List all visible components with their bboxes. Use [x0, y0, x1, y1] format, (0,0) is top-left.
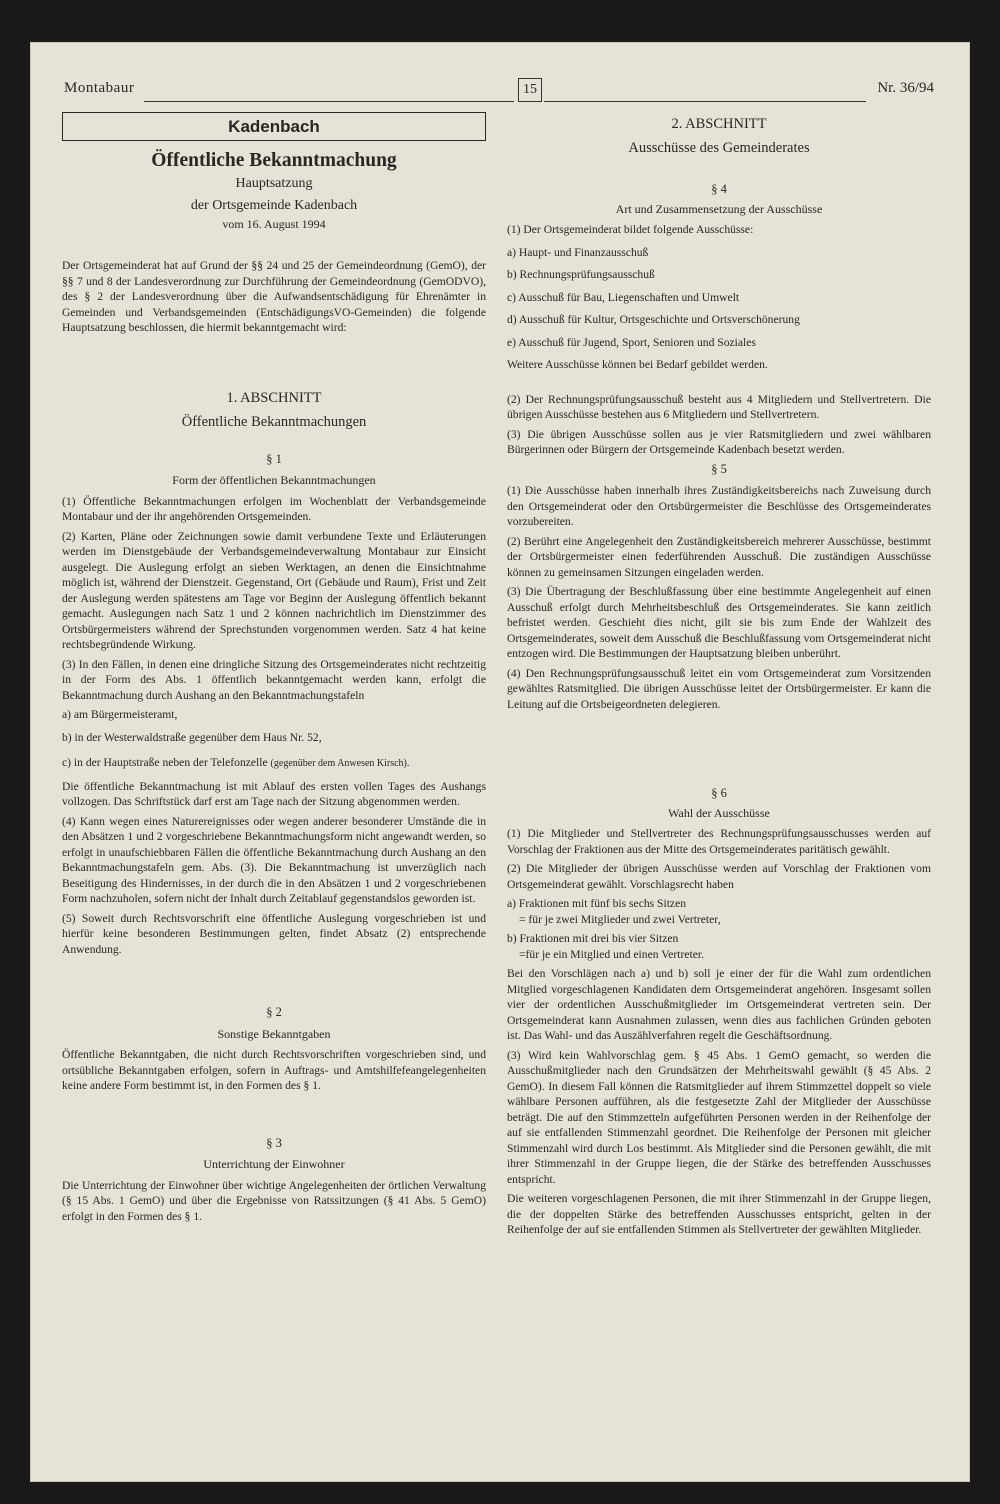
clause: Die öffentliche Bekanntmachung ist mit Ablauf des ersten vollen Tages des Aushangs vollzogen. Das Schriftstück darf erst am Tage nach der Sitzung abgenommen werden.: [62, 779, 486, 808]
paragraph-title: Art und Zusammensetzung der Ausschüsse: [615, 201, 823, 216]
list-item: a) am Bürgermeisteramt,: [62, 708, 178, 721]
committee-item: c) Ausschuß für Bau, Liegenschaften und Umwelt: [507, 290, 740, 304]
clause: (2) Karten, Pläne oder Zeichnungen sowie damit verbundene Texte und Erläuterungen werden im Dienstgebäude der Verbandsgemeindeverwaltung Montabaur zur Einsicht ausgelegt. Die Auslegung erfolgt an sieben Werktagen, an denen die Einsichtnahme möglich ist, während der Dienstzeit. Gegenstand, Ort (Gebäude und Raum), Frist und Zeit der Auslegung werden spätestens am Tage vor Beginn der Auslegung öffentlich bekannt gemacht. Auslegungen nach Satz 1 und 2 können nachrichtlich im Dienstzimmer des Ortsbürgermeisters während der Sprechstunden vorgenommen werden. Satz 4 hat keine rechtsbegründende Wirkung.: [62, 529, 486, 651]
header-rule-right: [544, 101, 866, 102]
committee-item: e) Ausschuß für Jugend, Sport, Senioren und Soziales: [507, 335, 756, 349]
clause: (1) Die Ausschüsse haben innerhalb ihres Zuständigkeitsbereichs nach Zuweisung durch den Ortsgemeinderat oder den Ortsbürgermeister die Beschlüsse des Ortsgemeinderates vorzubereiten.: [507, 484, 931, 528]
paragraph-title: Sonstige Bekanntgaben: [217, 1026, 331, 1041]
list-item: b) in der Westerwaldstraße gegenüber dem Haus Nr. 52,: [62, 730, 322, 744]
list-item-detail: =für je ein Mitglied und einen Vertreter.: [519, 947, 705, 961]
notice-date: vom 16. August 1994: [222, 216, 326, 231]
clause: (3) Wird kein Wahlvorschlag gem. § 45 Abs. 1 GemO gemacht, so werden die Ausschußmitglieder nach den Grundsätzen der Mehrheitswahl gewählt (§ 45 Abs. 2 GemO). In diesem Fall können die Ratsmitglieder auf ihrem Stimmzettel doppelt so viele wählbare Personen aufführen, als die festgesetzte Zahl der Mitglieder der Ausschüsse beträgt. Die auf den Stimmzetteln aufgeführten Personen werden in der Reihenfolge der auf sie entfallenden Stimmenzahl geordnet. Die Reihenfolge der Personen mit gleicher Stimmenzahl wird durch Los bestimmt. Als Mitglieder sind die Personen gewählt, die mit ihrer Stimmenzahl in der Gruppe liegen, die der Stärke des betreffenden Ausschusses entspricht.: [507, 1048, 931, 1186]
section-title: Ausschüsse des Gemeinderates: [628, 140, 810, 156]
notice-subtitle-2: der Ortsgemeinde Kadenbach: [190, 197, 358, 213]
left-column: [62, 112, 486, 1228]
right-column: [507, 112, 931, 1242]
clause: (1) Der Ortsgemeinderat bildet folgende Ausschüsse:: [507, 223, 754, 236]
clause: Öffentliche Bekanntgaben, die nicht durch Rechtsvorschriften vorgeschrieben sind, und ortsübliche Bekanntgaben erfolgen, sofern in Auftrags- und Amtshilfefeangelegenheiten keine andere Form bestimmt ist, in den Formen des § 1.: [62, 1048, 486, 1092]
page-number: 15: [518, 78, 542, 102]
paragraph-number: § 4: [711, 182, 727, 196]
section-heading: 2. ABSCHNITT: [671, 116, 767, 132]
list-item: [62, 755, 486, 772]
clause: (4) Den Rechnungsprüfungsausschuß leitet ein vom Ortsgemeinderat zum Vorsitzenden gewähltes Ratsmitglied. Die übrigen Ausschüsse leitet der Ortsbürgermeister. Er kann die Leitung auf die Ortsbeigeordneten delegieren.: [507, 666, 931, 711]
clause: Bei den Vorschlägen nach a) und b) soll je einer der für die Wahl zum ordentlichen Mitglied vorgeschlagenen Kandidaten dem Ortsgemeinderat angehören. Insgesamt sollen vier der ordentlichen Ausschußmitglieder im Ortsgemeinderat vertreten sein. Der Ortsgemeinderat kann Ausnahmen zulassen, wenn dies aus fachlichen Gründen geboten ist. Das Wahl- und das Auszählverfahren regelt die Geschäftsordnung.: [507, 967, 931, 1042]
section-heading: 1. ABSCHNITT: [226, 389, 322, 406]
paragraph-number: § 1: [266, 451, 282, 466]
notice-subtitle: Hauptsatzung: [235, 175, 313, 191]
paragraph-number: § 2: [266, 1005, 282, 1019]
paragraph-number: § 3: [266, 1135, 282, 1150]
paragraph-title: Form der öffentlichen Bekanntmachungen: [172, 473, 376, 487]
list-item-detail: = für je zwei Mitglieder und zwei Vertreter,: [519, 912, 721, 926]
clause: (2) Berührt eine Angelegenheit den Zuständigkeitsbereich mehrerer Ausschüsse, bestimmt der Ortsbürgermeister einen federführenden Ausschuß. Die zuständigen Ausschüsse können zu gemeinsamen Sitzungen eingeladen werden.: [507, 534, 931, 579]
clause: Die weiteren vorgeschlagenen Personen, die mit ihrer Stimmenzahl in der Gruppe liegen, die der doppelten Stärke des betreffenden Ausschusses entspricht, gelten in der Reihenfolge der auf sie entfallenden Stimmen als Stellvertreter der gewählten Mitglieder.: [507, 1192, 931, 1236]
clause: (3) Die übrigen Ausschüsse sollen aus je vier Ratsmitgliedern und zwei wählbaren Bürgerinnen oder Bürgern der Ortsgemeinde Kadenbach besetzt werden.: [507, 427, 931, 456]
committee-item: d) Ausschuß für Kultur, Ortsgeschichte und Ortsverschönerung: [507, 313, 800, 326]
paragraph-number: § 6: [711, 786, 727, 800]
page-header: [64, 78, 934, 102]
issue-number: Nr. 36/94: [877, 80, 934, 96]
notice-title: Öffentliche Bekanntmachung: [151, 150, 397, 171]
list-item-text: c) in der Hauptstraße neben der Telefonzelle: [62, 756, 268, 769]
header-place: Montabaur: [64, 80, 135, 96]
clause: Die Unterrichtung der Einwohner über wichtige Angelegenheiten der örtlichen Verwaltung (§ 15 Abs. 1 GemO) und über die Ergebnisse von Ratssitzungen (§ 41 Abs. 5 GemO) erfolgt in den Formen des § 1.: [62, 1178, 486, 1223]
committee-item: a) Haupt- und Finanzausschuß: [507, 245, 649, 259]
committee-item: b) Rechnungsprüfungsausschuß: [507, 268, 655, 281]
section-title: Öffentliche Bekanntmachungen: [181, 413, 367, 430]
list-item: b) Fraktionen mit drei bis vier Sitzen: [507, 932, 679, 945]
clause: (4) Kann wegen eines Naturereignisses oder wegen anderer besonderer Umstände die in den Absätzen 1 und 2 vorgeschriebene Bekanntmachungsform nicht angewandt werden, so erfolgt in unaufschiebbaren Fällen die öffentliche Bekanntmachung durch Aushang an den Bekanntmachungstafeln gem. Abs. (3). Die Bekanntmachung ist unverzüglich nach Beseitigung des Hindernisses, in der durch die in den Absätzen 1 und 2 vorgeschriebenen Form nachzuholen, sofern nicht der Inhalt durch Zeitablauf gegenstandslos geworden ist.: [62, 814, 486, 905]
paragraph-title: Unterrichtung der Einwohner: [203, 1157, 345, 1171]
clause: (1) Öffentliche Bekanntmachungen erfolgen im Wochenblatt der Verbandsgemeinde Montabaur und der ihr angehörenden Ortsgemeinden.: [62, 494, 486, 523]
clause: (2) Der Rechnungsprüfungsausschuß besteht aus 4 Mitgliedern und Stellvertretern. Die übrigen Ausschüsse bestehen aus 6 Mitgliedern und Stellvertretern.: [507, 392, 931, 421]
header-rule-left: [144, 101, 514, 102]
municipality-box: Kadenbach: [62, 112, 486, 141]
clause: (1) Die Mitglieder und Stellvertreter des Rechnungsprüfungsausschusses werden auf Vorschlag der Fraktionen aus der Mitte des Ortsgemeinderates paritätisch gewählt.: [507, 827, 931, 856]
clause: (5) Soweit durch Rechtsvorschrift eine öffentliche Auslegung vorgeschrieben ist und hierfür keine besonderen Bestimmungen gelten, findet Absatz (2) entsprechende Anwendung.: [62, 911, 486, 956]
newspaper-page: [30, 42, 970, 1482]
paragraph-title: Wahl der Ausschüsse: [668, 805, 770, 820]
list-item-note: (gegenüber dem Anwesen Kirsch).: [270, 758, 410, 769]
clause: (2) Die Mitglieder der übrigen Ausschüsse werden auf Vorschlag der Fraktionen vom Ortsgemeinderat gewählt. Vorschlagsrecht haben: [507, 862, 931, 891]
clause: (3) In den Fällen, in denen eine dringliche Sitzung des Ortsgemeinderates nicht rechtzeitig in der Form des Abs. 1 öffentlich bekanntgemacht werden kann, erfolgt die Bekanntmachung durch Aushang an den Bekanntmachungstafeln: [62, 657, 486, 702]
clause: Weitere Ausschüsse können bei Bedarf gebildet werden.: [507, 358, 768, 371]
list-item: a) Fraktionen mit fünf bis sechs Sitzen: [507, 897, 687, 910]
intro-paragraph: Der Ortsgemeinderat hat auf Grund der §§ 24 und 25 der Gemeindeordnung (GemO), der §§ 7 und 8 der Landesverordnung zur Durchführung der Gemeindeordnung (GemODVO), des § 2 der Landesverordnung über die Aufwandsentschädigung für Ehrenämter in Gemeinden und Verbandsgemeinden (EntschädigungsVO-Gemeinden) die folgende Hauptsatzung beschlossen, die hiermit bekanntgemacht wird:: [62, 259, 486, 334]
clause: (3) Die Übertragung der Beschlußfassung über eine bestimmte Angelegenheit auf einen Ausschuß erfolgt durch Mehrheitsbeschluß des Ortsgemeinderates. Sie kann zeitlich befristet werden. Geschieht dies nicht, gilt sie bis zum Ende der Wahlzeit des Ortsgemeinderates, soweit dem Ausschuß die Beschlußfassung vom Ortsgemeinderat nicht entzogen wird. Die Bestimmungen der Hauptsatzung bleiben unberührt.: [507, 585, 931, 660]
paragraph-number: § 5: [711, 461, 727, 476]
